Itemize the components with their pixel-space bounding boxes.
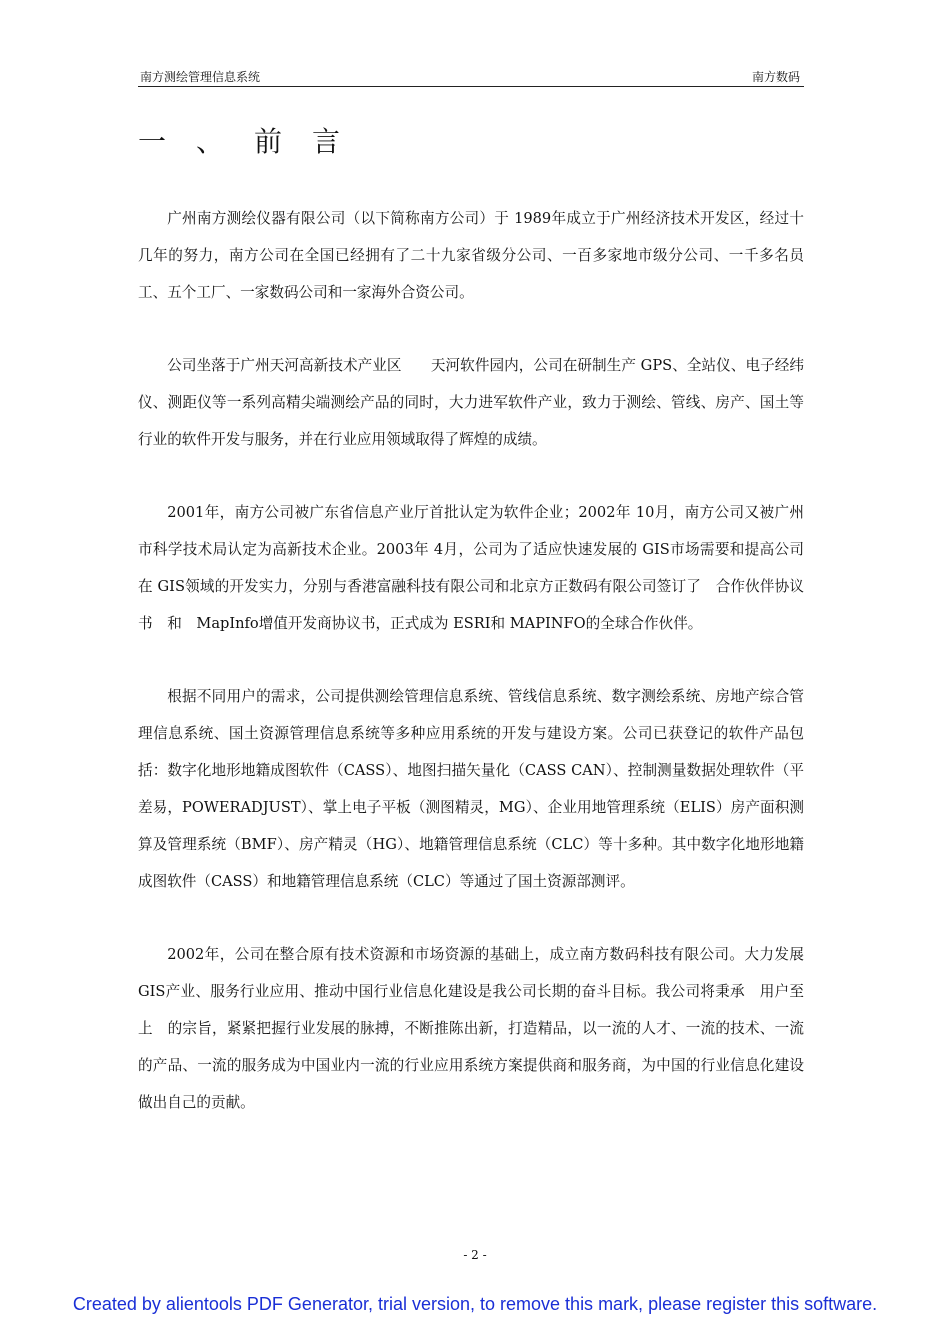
trial-watermark: Created by alientools PDF Generator, trial version, to remove this mark, please register this software. xyxy=(72,1294,878,1314)
header-left-title: 南方测绘管理信息系统 xyxy=(140,70,261,84)
header-right-title: 南方数码 xyxy=(751,70,800,84)
paragraph-intro: 广州南方测绘仪器有限公司（以下简称南方公司）于 1989年成立于广州经济技术开发区，经过十几年的努力，南方公司在全国已经拥有了二十九家省级分公司、一百多家地市级分公司、一千多名员工、五个工厂、一家数码公司和一家海外合资公司。 xyxy=(138,210,804,301)
page-header xyxy=(138,64,804,87)
paragraph-products: 根据不同用户的需求，公司提供测绘管理信息系统、管线信息系统、数字测绘系统、房地产综合管理信息系统、国土资源管理信息系统等多种应用系统的开发与建设方案。公司已获登记的软件产品包括：数字化地形地籍成图软件（CASS）、地图扫描矢量化（CASS CAN）、控制测量数据处理软件（平差易，POWERADJUST）、掌上电子平板（测图精灵，MG）、企业用地管理系统（ELIS）房产面积测算及管理系统（BMF）、房产精灵（HG）、地籍管理信息系统（CLC）等十多种。其中数字化地形地籍成图软件（CASS）和地籍管理信息系统（CLC）等通过了国土资源部测评。 xyxy=(138,688,804,890)
paragraph-mission: 2002年，公司在整合原有技术资源和市场资源的基础上，成立南方数码科技有限公司。大力发展 GIS产业、服务行业应用、推动中国行业信息化建设是我公司长期的奋斗目标。我公司将秉承 用户至上 的宗旨，紧紧把握行业发展的脉搏，不断推陈出新，打造精品，以一流的人才、一流的技术、一流的产品、一流的服务成为中国业内一流的行业应用系统方案提供商和服务商，为中国的行业信息化建设做出自己的贡献。 xyxy=(138,946,804,1111)
section-title: 一、前言 xyxy=(138,125,371,158)
paragraph-history: 2001年，南方公司被广东省信息产业厅首批认定为软件企业；2002年 10月，南方公司又被广州市科学技术局认定为高新技术企业。2003年 4月，公司为了适应快速发展的 GIS市场需要和提高公司在 GIS领域的开发实力，分别与香港富融科技有限公司和北京方正数码有限公司签订了 合作伙伴协议书 和 MapInfo增值开发商协议书，正式成为 ESRI和 MAPINFO的全球合作伙伴。 xyxy=(138,504,804,632)
paragraph-location: 公司坐落于广州天河高新技术产业区 天河软件园内，公司在研制生产 GPS、全站仪、电子经纬仪、测距仪等一系列高精尖端测绘产品的同时，大力进军软件产业，致力于测绘、管线、房产、国土等行业的软件开发与服务，并在行业应用领域取得了辉煌的成绩。 xyxy=(138,357,804,448)
page-number: - 2 - xyxy=(463,1248,487,1262)
document-body xyxy=(138,200,804,1157)
